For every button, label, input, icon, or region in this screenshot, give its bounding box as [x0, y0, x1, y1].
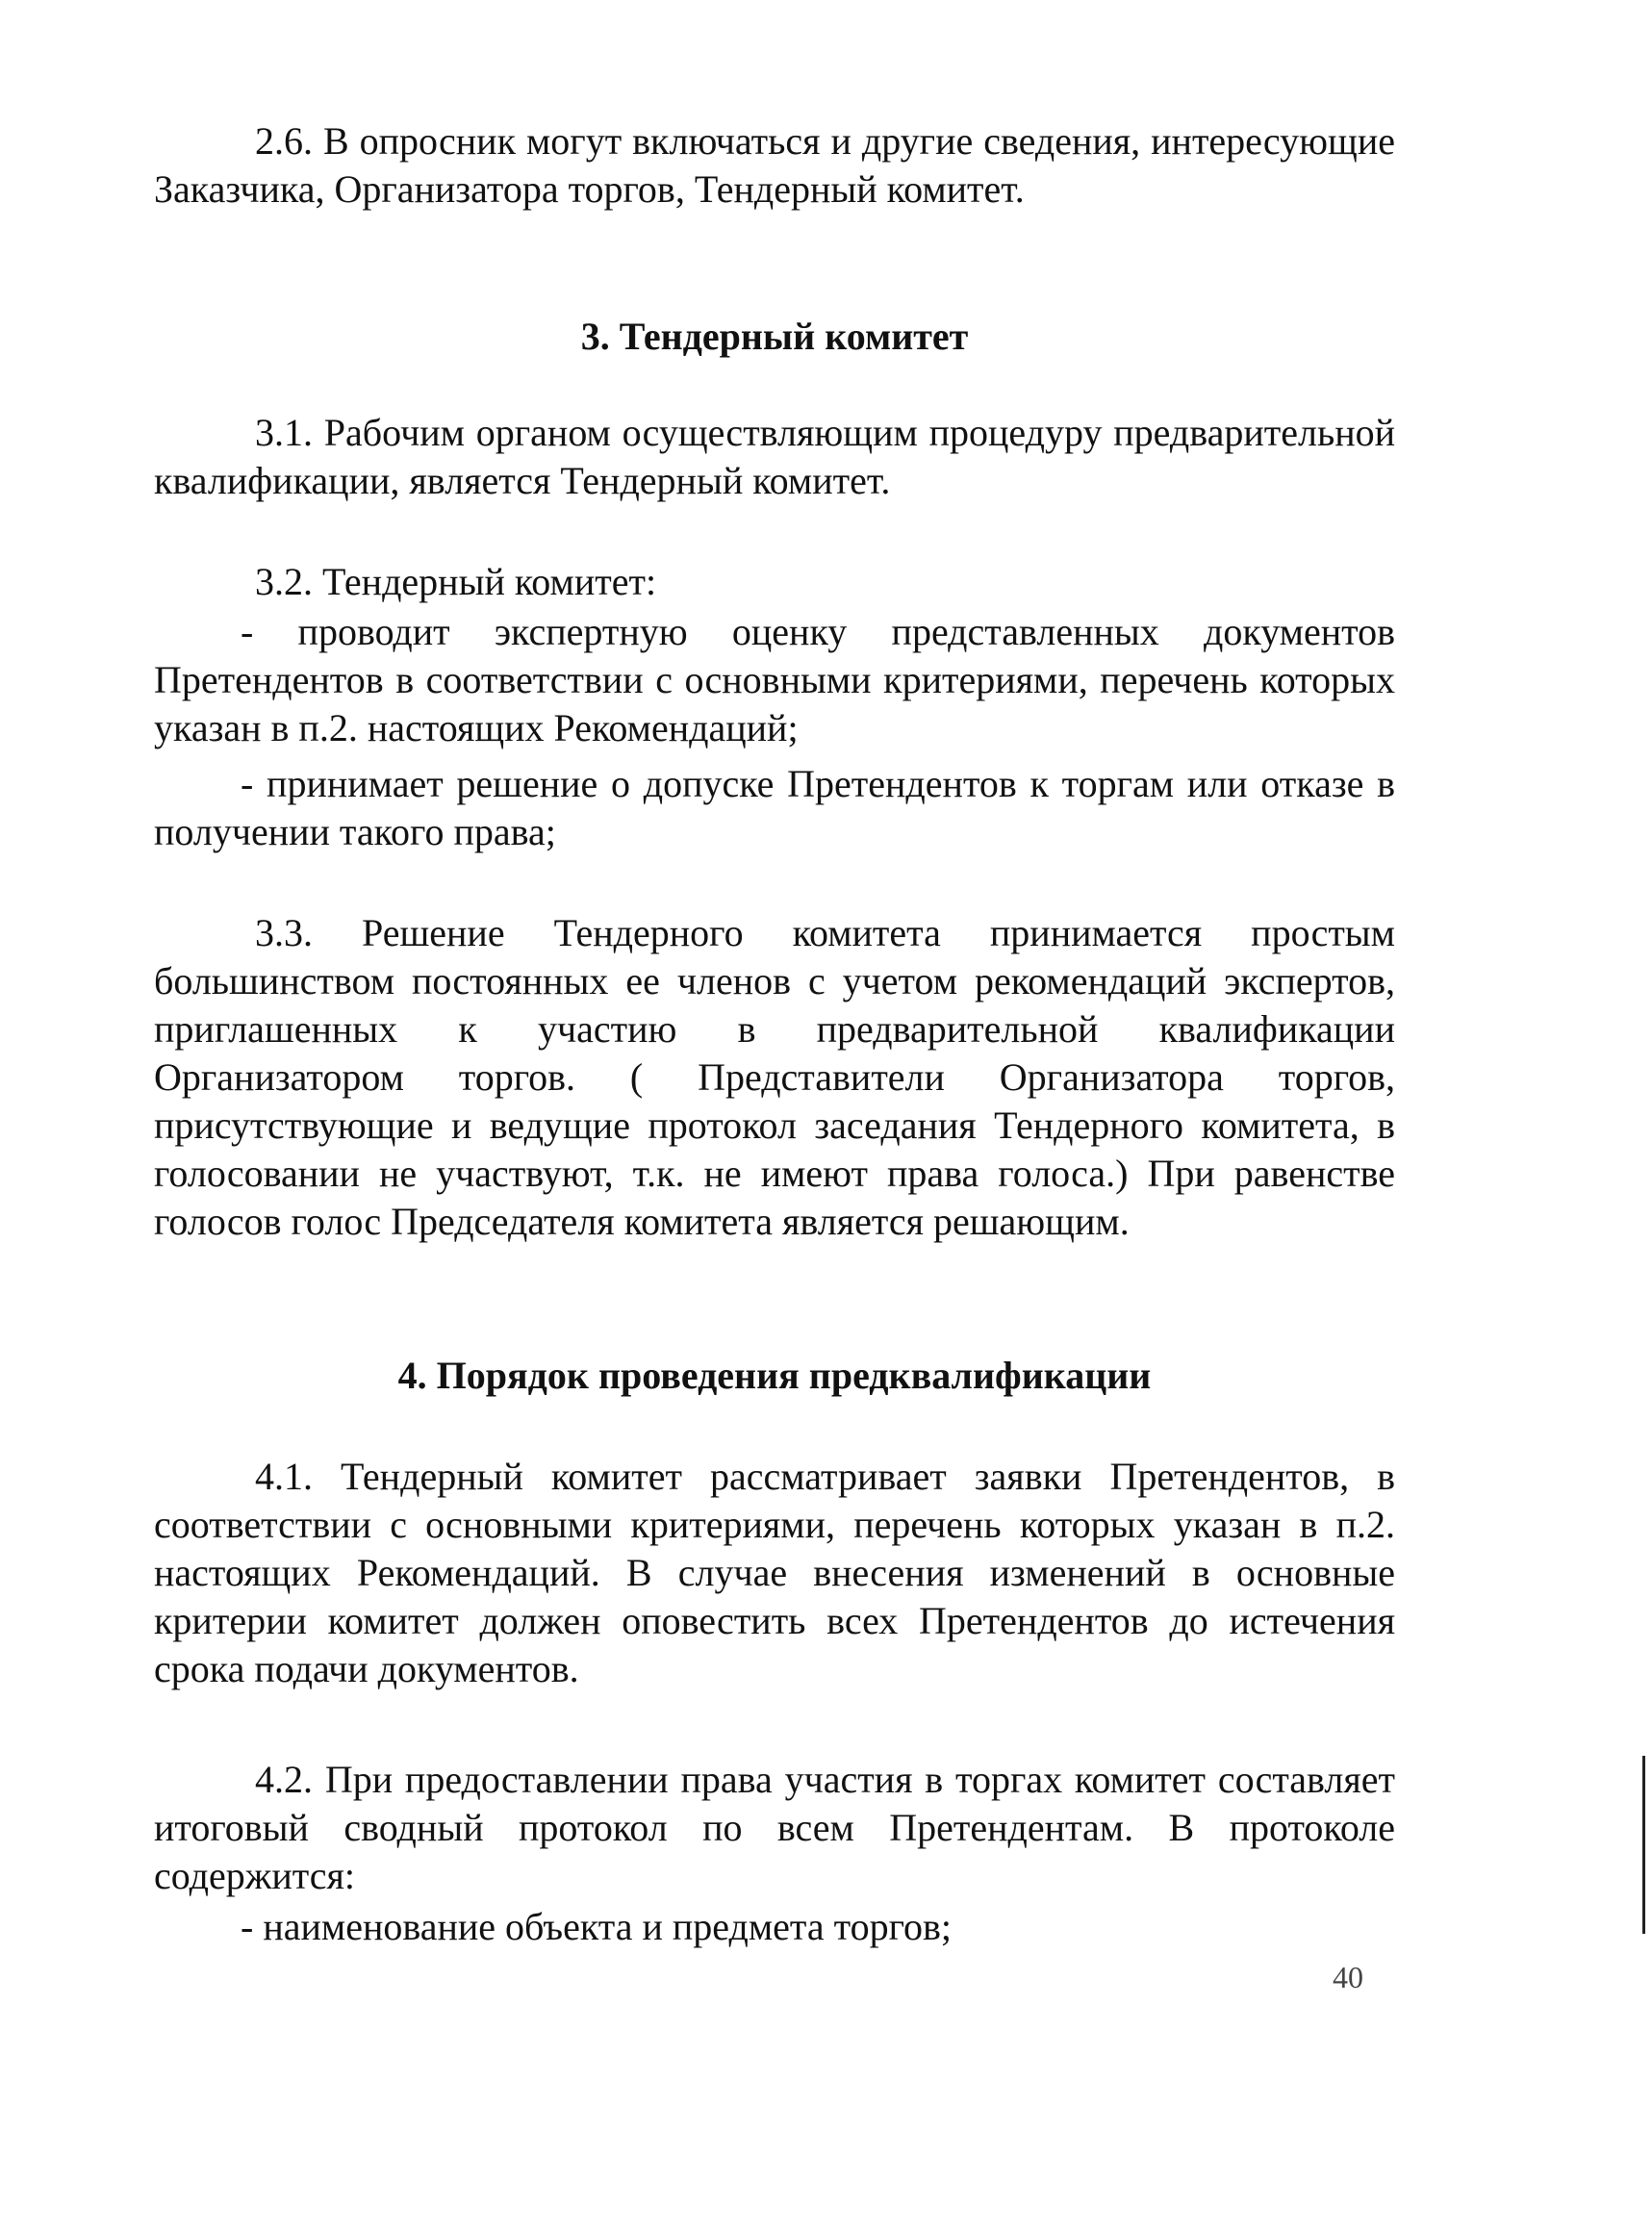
paragraph-3-2-item-2: - принимает решение о допуске Претендентов к торгам или отказе в получении такого права; [154, 762, 1395, 853]
paragraph-4-1: 4.1. Тендерный комитет рассматривает заявки Претендентов, в соответствии с основными критериями, перечень которых указан в п.2. настоящих Рекомендаций. В случае внесения изменений в основные критерии комитет должен оповестить всех Претендентов до истечения срока подачи документов. [154, 1455, 1395, 1690]
paragraph-4-2: 4.2. При предоставлении права участия в торгах комитет составляет итоговый сводный протокол по всем Претендентам. В протоколе содержится: [154, 1758, 1395, 1897]
page-number: 40 [1333, 1960, 1363, 1994]
paragraph-3-2-item-1: - проводит экспертную оценку представленных документов Претендентов в соответствии с основными критериями, перечень которых указан в п.2. настоящих Рекомендаций; [154, 610, 1395, 749]
section-heading-4: 4. Порядок проведения предквалификации [397, 1354, 1152, 1397]
paragraph-2-6: 2.6. В опросник могут включаться и другие сведения, интересующие Заказчика, Организатора торгов, Тендерный комитет. [154, 119, 1395, 211]
scan-edge-line [1642, 1756, 1645, 1934]
paragraph-3-1: 3.1. Рабочим органом осуществляющим процедуру предварительной квалификации, является Тендерный комитет. [154, 411, 1395, 502]
paragraph-3-2-intro: 3.2. Тендерный комитет: [255, 560, 657, 603]
section-heading-3: 3. Тендерный комитет [580, 315, 969, 358]
paragraph-4-2-item-1: - наименование объекта и предмета торгов; [241, 1905, 953, 1948]
paragraph-3-3: 3.3. Решение Тендерного комитета принимается простым большинством постоянных ее членов с учетом рекомендаций экспертов, приглашенных к участию в предварительной квалификации Организатором торгов. ( Представители Организатора торгов, присутствующие и ведущие протокол заседания Тендерного комитета, в голосовании не участвуют, т.к. не имеют права голоса.) При равенстве голосов голос Председателя комитета является решающим. [154, 911, 1395, 1243]
